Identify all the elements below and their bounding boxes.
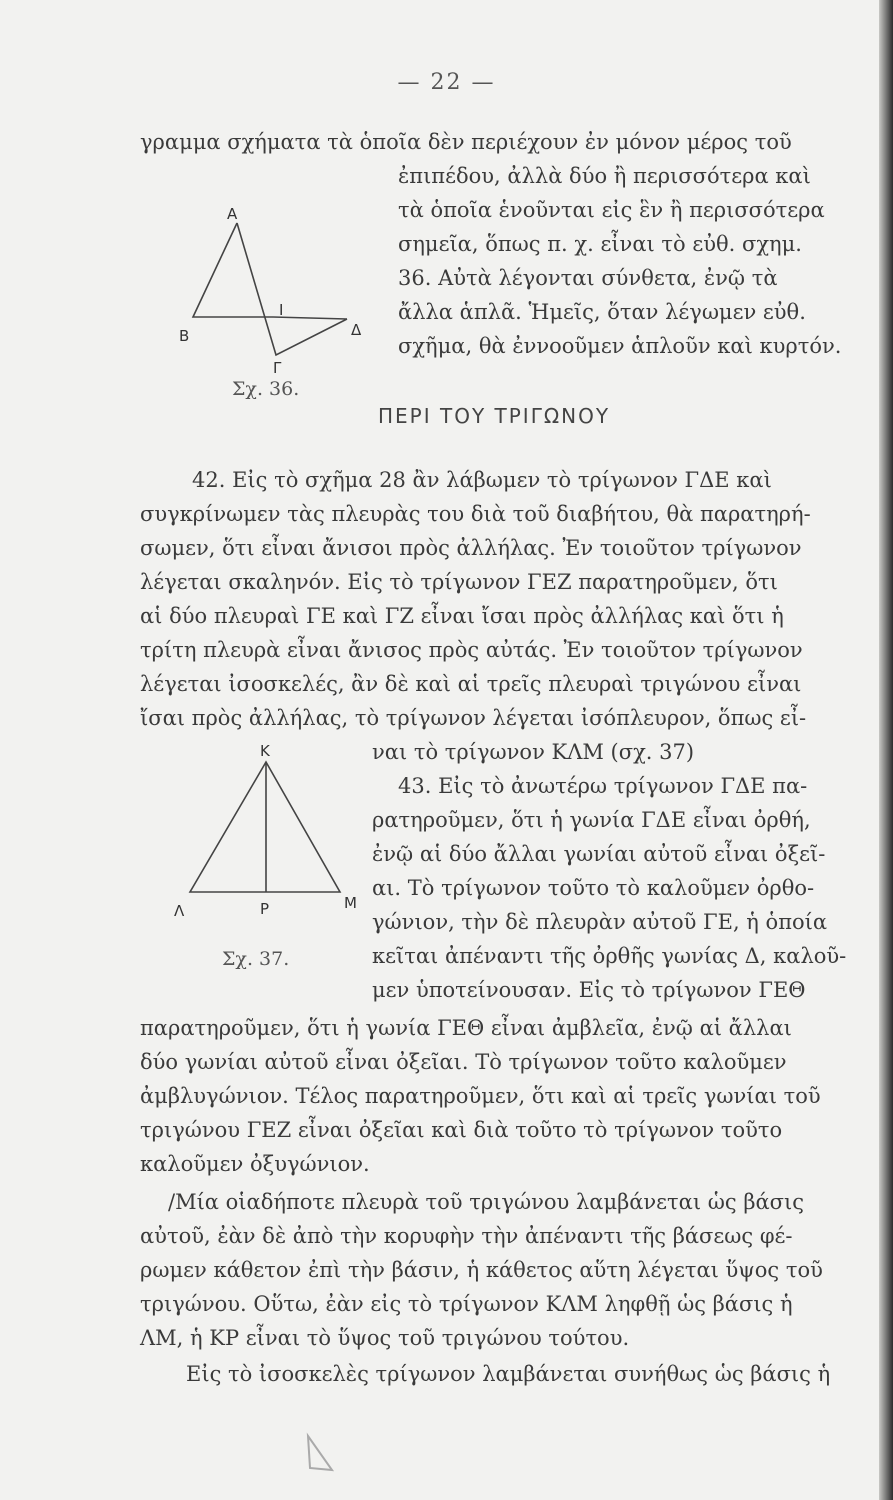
figure-36 [175,205,375,375]
text-line: σημεῖα, ὅπως π. χ. εἶναι τὸ εὐθ. σχημ. [398,232,802,256]
text-line: αι. Τὸ τρίγωνον τοῦτο τὸ καλοῦμεν ὀρθο- [372,876,815,900]
fig36-label-i: Ι [279,301,284,319]
text-line: λέγεται σκαληνόν. Εἰς τὸ τρίγωνον ΓΕΖ παρατηροῦμεν, ὅτι [140,570,778,594]
fig36-label-d: Δ [351,321,362,339]
text-line: μεν ὑποτείνουσαν. Εἰς τὸ τρίγωνον ΓΕΘ [372,978,806,1002]
text-line: αἱ δύο πλευραὶ ΓΕ καὶ ΓΖ εἶναι ἴσαι πρὸς ἀλλήλας καὶ ὅτι ἡ [140,604,784,628]
text-line: σωμεν, ὅτι εἶναι ἄνισοι πρὸς ἀλλήλας. Ἐν τοιοῦτον τρίγωνον [140,536,802,560]
text-line: τὰ ὁποῖα ἑνοῦνται εἰς ἓν ἢ περισσότερα [398,198,825,222]
fig37-label-r: Ρ [260,900,270,918]
pencil-mark-icon [300,1432,340,1476]
text-line: ἐπιπέδου, ἀλλὰ δύο ἢ περισσότερα καὶ [398,164,811,188]
fig36-label-a: Α [227,205,238,223]
text-line: ἐνῷ αἱ δύο ἄλλαι γωνίαι αὐτοῦ εἶναι ὀξεῖ- [372,842,826,866]
text-line: ἴσαι πρὸς ἀλλήλας, τὸ τρίγωνον λέγεται ἰσόπλευρον, ὅπως εἶ- [140,706,807,730]
text-line: 36. Αὐτὰ λέγονται σύνθετα, ἐνῷ τὰ [398,266,778,290]
text-line: κεῖται ἀπέναντι τῆς ὀρθῆς γωνίας Δ, καλοῦ- [372,944,847,968]
text-line: γώνιον, τὴν δὲ πλευρὰν αὐτοῦ ΓΕ, ἡ ὁποία [372,910,828,934]
page-edge-shadow [879,0,893,1500]
text-line: συγκρίνωμεν τὰς πλευρὰς του διὰ τοῦ διαβήτου, θὰ παρατηρή- [140,502,811,526]
text-line: ναι τὸ τρίγωνον ΚΛΜ (σχ. 37) [372,740,695,764]
text-line: τριγώνου ΓΕΖ εἶναι ὀξεῖαι καὶ διὰ τοῦτο τὸ τρίγωνον τοῦτο [140,1118,783,1142]
fig36-label-b: Β [179,327,190,345]
figure-37 [168,740,368,925]
section-heading: ΠΕΡΙ ΤΟΥ ΤΡΙΓΩΝΟΥ [378,404,611,428]
text-line: δύο γωνίαι αὐτοῦ εἶναι ὀξεῖαι. Τὸ τρίγωνον τοῦτο καλοῦμεν [140,1050,787,1074]
text-line: /Μία οἱαδήποτε πλευρὰ τοῦ τριγώνου λαμβάνεται ὡς βάσις [168,1190,804,1214]
text-line: ΛΜ, ἡ ΚΡ εἶναι τὸ ὕψος τοῦ τριγώνου τούτου. [140,1326,630,1350]
text-line: παρατηροῦμεν, ὅτι ἡ γωνία ΓΕΘ εἶναι ἀμβλεῖα, ἐνῷ αἱ ἄλλαι [140,1016,792,1040]
fig37-label-l: Λ [174,902,185,920]
text-line: γραμμα σχήματα τὰ ὁποῖα δὲν περιέχουν ἐν μόνον μέρος τοῦ [140,130,792,154]
text-line: ἀμβλυγώνιον. Τέλος παρατηροῦμεν, ὅτι καὶ αἱ τρεῖς γωνίαι τοῦ [140,1084,821,1108]
text-line: 42. Εἰς τὸ σχῆμα 28 ἂν λάβωμεν τὸ τρίγωνον ΓΔΕ καὶ [192,468,772,492]
text-line: Εἰς τὸ ἰσοσκελὲς τρίγωνον λαμβάνεται συνήθως ὡς βάσις ἡ [186,1362,831,1386]
text-line: καλοῦμεν ὀξυγώνιον. [140,1152,370,1176]
fig37-label-k: Κ [260,742,270,760]
text-line: τριγώνου. Οὕτω, ἐὰν εἰς τὸ τρίγωνον ΚΛΜ ληφθῇ ὡς βάσις ἡ [140,1292,793,1316]
fig37-label-m: Μ [344,894,357,912]
text-line: ἄλλα ἁπλᾶ. Ἡμεῖς, ὅταν λέγωμεν εὐθ. [398,300,806,324]
fig36-caption: Σχ. 36. [232,378,300,400]
text-line: σχῆμα, θὰ ἐννοοῦμεν ἁπλοῦν καὶ κυρτόν. [398,334,842,358]
text-line: ρατηροῦμεν, ὅτι ἡ γωνία ΓΔΕ εἶναι ὀρθή, [372,808,811,832]
text-line: ρωμεν κάθετον ἐπὶ τὴν βάσιν, ἡ κάθετος αὕτη λέγεται ὕψος τοῦ [140,1258,823,1282]
text-line: 43. Εἰς τὸ ἀνωτέρω τρίγωνον ΓΔΕ πα- [398,774,808,798]
fig36-label-g: Γ [273,359,282,375]
text-line: τρίτη πλευρὰ εἶναι ἄνισος πρὸς αὐτάς. Ἐν τοιοῦτον τρίγωνον [140,638,803,662]
page-number: — 22 — [397,70,496,95]
text-line: λέγεται ἰσοσκελές, ἂν δὲ καὶ αἱ τρεῖς πλευραὶ τριγώνου εἶναι [140,672,802,696]
fig37-caption: Σχ. 37. [222,948,290,970]
text-line: αὐτοῦ, ἐὰν δὲ ἀπὸ τὴν κορυφὴν τὴν ἀπέναντι τῆς βάσεως φέ- [140,1224,793,1248]
